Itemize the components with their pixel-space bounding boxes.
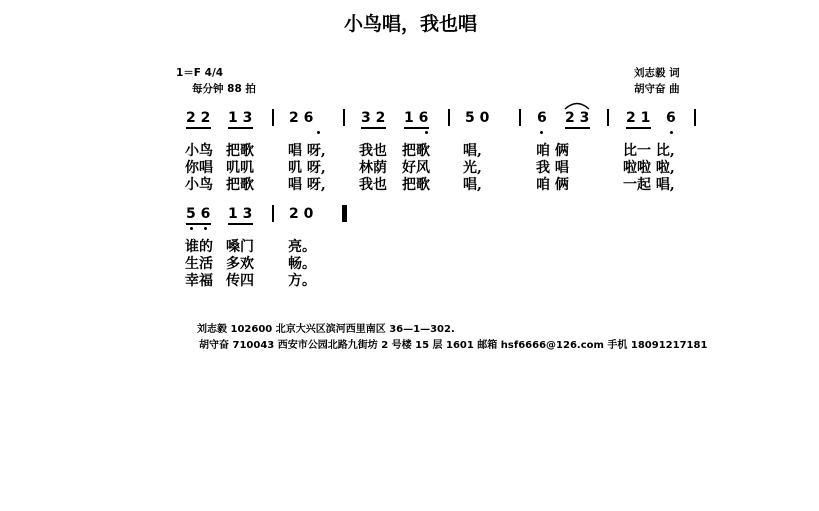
lyric-word: 亮。 — [288, 239, 316, 255]
note-group: 2 0 — [289, 206, 314, 222]
note-group: 5 0 — [465, 110, 490, 126]
octave-dot — [317, 131, 320, 134]
beam-underline — [565, 127, 590, 129]
lyric-word: 一起 唱, — [623, 177, 675, 193]
beam-underline — [361, 127, 386, 129]
beam-underline — [228, 127, 253, 129]
barline — [272, 205, 274, 222]
lyric-word: 谁的 — [185, 239, 213, 255]
note-group: 1 3 — [228, 206, 253, 222]
lyricist-credit: 刘志毅 词 — [634, 67, 680, 79]
lyric-word: 传四 — [226, 273, 254, 289]
barline — [448, 109, 450, 126]
beam-underline — [228, 223, 253, 225]
lyric-word: 幸福 — [185, 273, 213, 289]
song-title: 小鸟唱，我也唱 — [344, 13, 478, 35]
note-group: 5 6 — [186, 206, 211, 222]
note-group: 3 2 — [361, 110, 386, 126]
lyric-word: 好风 — [402, 160, 430, 176]
lyric-word: 叽 呀, — [288, 160, 326, 176]
lyric-word: 光, — [463, 160, 482, 176]
lyric-word: 唱 呀, — [288, 143, 326, 159]
note-group: 2 2 — [186, 110, 211, 126]
lyric-word: 嗓门 — [226, 239, 254, 255]
key-signature: 1＝F 4/4 — [176, 67, 224, 79]
lyric-word: 畅。 — [288, 256, 316, 272]
lyric-word: 咱 俩 — [536, 143, 569, 159]
lyric-word: 你唱 — [185, 160, 213, 176]
composer-credit: 胡守奋 曲 — [634, 83, 680, 95]
note-group: 1 3 — [228, 110, 253, 126]
lyric-word: 方。 — [288, 273, 316, 289]
composer-contact: 胡守奋 710043 西安市公园北路九街坊 2 号楼 15 层 1601 邮箱 hsf6666@126.com 手机 18091217181 — [199, 340, 708, 351]
barline — [519, 109, 521, 126]
lyric-word: 把歌 — [226, 177, 254, 193]
lyric-word: 把歌 — [226, 143, 254, 159]
tempo-marking: 每分钟 88 拍 — [192, 83, 256, 95]
lyricist-contact: 刘志毅 102600 北京大兴区滨河西里南区 36—1—302. — [197, 324, 455, 335]
barline — [343, 109, 345, 126]
octave-dot — [190, 227, 193, 230]
lyric-word: 叽叽 — [226, 160, 254, 176]
octave-dot — [425, 131, 428, 134]
octave-dot — [670, 131, 673, 134]
beam-underline — [404, 127, 429, 129]
barline — [272, 109, 274, 126]
lyric-word: 把歌 — [402, 177, 430, 193]
note-group: 2 6 — [289, 110, 314, 126]
beam-underline — [626, 127, 651, 129]
note-group: 2 3 — [565, 110, 590, 126]
note-group: 2 1 — [626, 110, 651, 126]
lyric-word: 多欢 — [226, 256, 254, 272]
beam-underline — [186, 127, 211, 129]
lyric-word: 小鸟 — [185, 143, 213, 159]
lyric-word: 把歌 — [402, 143, 430, 159]
lyric-word: 咱 俩 — [536, 177, 569, 193]
lyric-word: 我也 — [359, 143, 387, 159]
octave-dot — [540, 131, 543, 134]
note-group: 1 6 — [404, 110, 429, 126]
lyric-word: 我也 — [359, 177, 387, 193]
lyric-word: 生活 — [185, 256, 213, 272]
slur-mark — [563, 100, 591, 110]
lyric-word: 比一 比, — [623, 143, 675, 159]
barline — [694, 109, 696, 126]
lyric-word: 唱 呀, — [288, 177, 326, 193]
lyric-word: 小鸟 — [185, 177, 213, 193]
barline — [607, 109, 609, 126]
lyric-word: 唱, — [463, 177, 482, 193]
final-barline — [342, 205, 347, 222]
lyric-word: 我 唱 — [536, 160, 569, 176]
beam-underline — [186, 223, 211, 225]
note-group: 6 — [537, 110, 547, 126]
lyric-word: 林荫 — [359, 160, 387, 176]
note-group: 6 — [666, 110, 676, 126]
lyric-word: 啦啦 啦, — [623, 160, 675, 176]
octave-dot — [204, 227, 207, 230]
lyric-word: 唱, — [463, 143, 482, 159]
